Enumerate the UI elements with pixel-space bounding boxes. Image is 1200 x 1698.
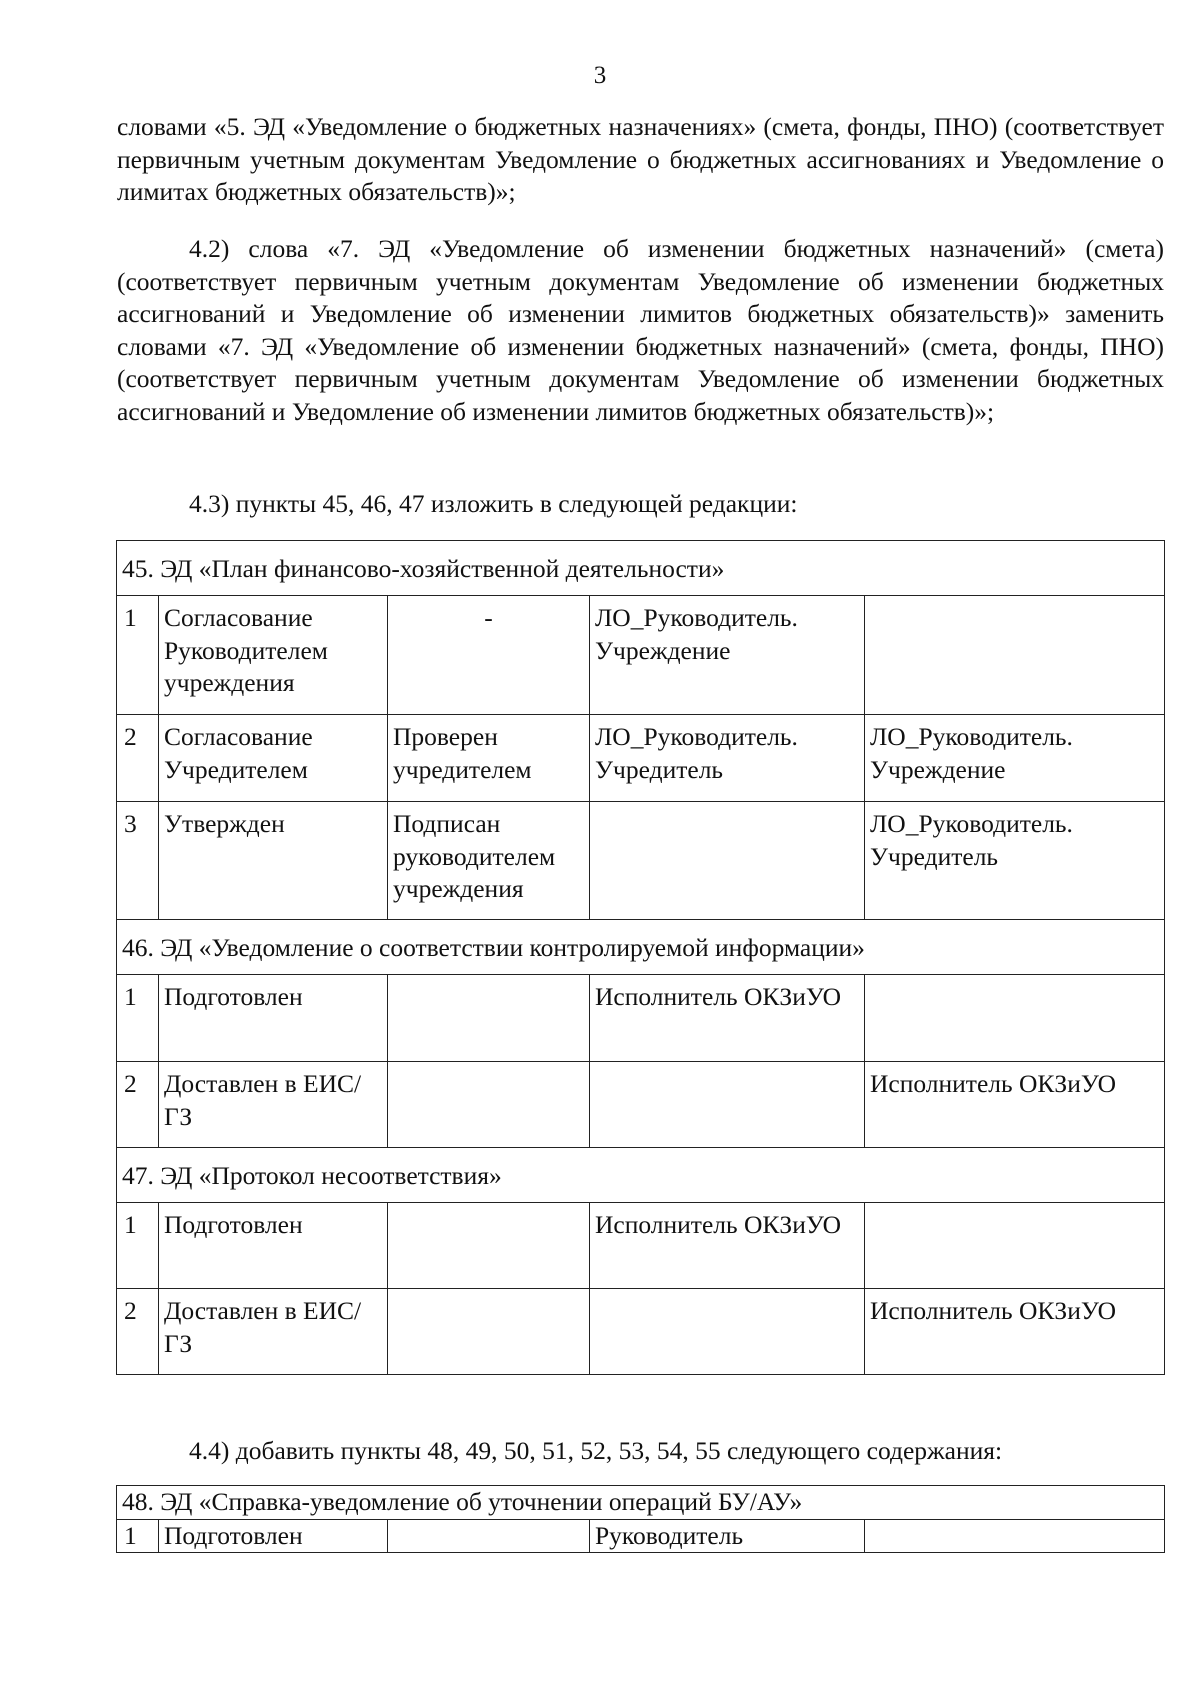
row-number: 2 bbox=[117, 1289, 159, 1375]
table-row bbox=[117, 802, 1165, 920]
table-row bbox=[117, 1062, 1165, 1148]
section-45-header bbox=[117, 541, 1165, 596]
paragraph-4-2: 4.2) слова «7. ЭД «Уведомление об изменении бюджетных назначений» (смета) (соответствует первичным учетным документам Уведомление об изменении бюджетных ассигнований и Уведомление об изменении лимитов бюджетных обязательств)» заменить словами «7. ЭД «Уведомление об изменении бюджетных назначений» (смета, фонды, ПНО) (соответствует первичным учетным документам Уведомление об изменении бюджетных ассигнований и Уведомление об изменении лимитов бюджетных обязательств)»; bbox=[117, 234, 1164, 426]
row-number: 1 bbox=[117, 1203, 159, 1289]
table-row bbox=[117, 596, 1165, 715]
stage-cell: Доставлен в ЕИС/ГЗ bbox=[159, 1289, 388, 1375]
role-cell: Руководитель bbox=[590, 1519, 865, 1553]
section-title: 48. ЭД «Справка-уведомление об уточнении операций БУ/АУ» bbox=[117, 1486, 1165, 1520]
row-number: 1 bbox=[117, 975, 159, 1062]
page-number: 3 bbox=[593, 62, 607, 89]
table-row bbox=[117, 715, 1165, 802]
table-row bbox=[117, 975, 1165, 1062]
stage-cell: Согласование Руководителем учреждения bbox=[159, 596, 388, 715]
role-cell: Исполнитель ОКЗиУО bbox=[590, 1203, 865, 1289]
status-cell: Подписан руководителем учреждения bbox=[388, 802, 590, 920]
table-row bbox=[117, 1203, 1165, 1289]
row-number: 1 bbox=[117, 596, 159, 715]
role-cell bbox=[590, 1289, 865, 1375]
amendment-table-48 bbox=[116, 1485, 1165, 1553]
table-row bbox=[117, 1519, 1165, 1553]
status-cell bbox=[388, 1062, 590, 1148]
stage-cell: Доставлен в ЕИС/ГЗ bbox=[159, 1062, 388, 1148]
role-cell bbox=[865, 596, 1165, 715]
role-cell bbox=[590, 1062, 865, 1148]
role-cell: Исполнитель ОКЗиУО bbox=[865, 1289, 1165, 1375]
section-title: 47. ЭД «Протокол несоответствия» bbox=[117, 1148, 1165, 1203]
paragraph-4-4: 4.4) добавить пункты 48, 49, 50, 51, 52, 53, 54, 55 следующего содержания: bbox=[189, 1436, 1003, 1465]
status-cell bbox=[388, 1203, 590, 1289]
section-48-header bbox=[117, 1486, 1165, 1520]
status-cell bbox=[388, 975, 590, 1062]
paragraph-4-3: 4.3) пункты 45, 46, 47 изложить в следующей редакции: bbox=[189, 489, 798, 518]
status-cell bbox=[388, 1519, 590, 1553]
stage-cell: Подготовлен bbox=[159, 1203, 388, 1289]
role-cell bbox=[865, 1519, 1165, 1553]
status-cell: Проверен учредителем bbox=[388, 715, 590, 802]
stage-cell: Подготовлен bbox=[159, 1519, 388, 1553]
role-cell bbox=[590, 802, 865, 920]
row-number: 1 bbox=[117, 1519, 159, 1553]
status-cell: - bbox=[388, 596, 590, 715]
status-cell bbox=[388, 1289, 590, 1375]
role-cell: Исполнитель ОКЗиУО bbox=[865, 1062, 1165, 1148]
role-cell: Исполнитель ОКЗиУО bbox=[590, 975, 865, 1062]
role-cell: ЛО_Руководитель. Учреждение bbox=[590, 596, 865, 715]
role-cell bbox=[865, 1203, 1165, 1289]
role-cell bbox=[865, 975, 1165, 1062]
section-title: 45. ЭД «План финансово-хозяйственной деятельности» bbox=[117, 541, 1165, 596]
stage-cell: Утвержден bbox=[159, 802, 388, 920]
row-number: 2 bbox=[117, 1062, 159, 1148]
section-title: 46. ЭД «Уведомление о соответствии контролируемой информации» bbox=[117, 920, 1165, 975]
row-number: 3 bbox=[117, 802, 159, 920]
row-number: 2 bbox=[117, 715, 159, 802]
section-47-header bbox=[117, 1148, 1165, 1203]
role-cell: ЛО_Руководитель. Учреждение bbox=[865, 715, 1165, 802]
stage-cell: Согласование Учредителем bbox=[159, 715, 388, 802]
amendment-table-45-47 bbox=[116, 540, 1165, 1375]
role-cell: ЛО_Руководитель. Учредитель bbox=[590, 715, 865, 802]
section-46-header bbox=[117, 920, 1165, 975]
stage-cell: Подготовлен bbox=[159, 975, 388, 1062]
paragraph-continuation: словами «5. ЭД «Уведомление о бюджетных назначениях» (смета, фонды, ПНО) (соответствует первичным учетным документам Уведомление о бюджетных ассигнованиях и Уведомление о лимитах бюджетных обязательств)»; bbox=[117, 112, 1164, 206]
table-row bbox=[117, 1289, 1165, 1375]
role-cell: ЛО_Руководитель. Учредитель bbox=[865, 802, 1165, 920]
